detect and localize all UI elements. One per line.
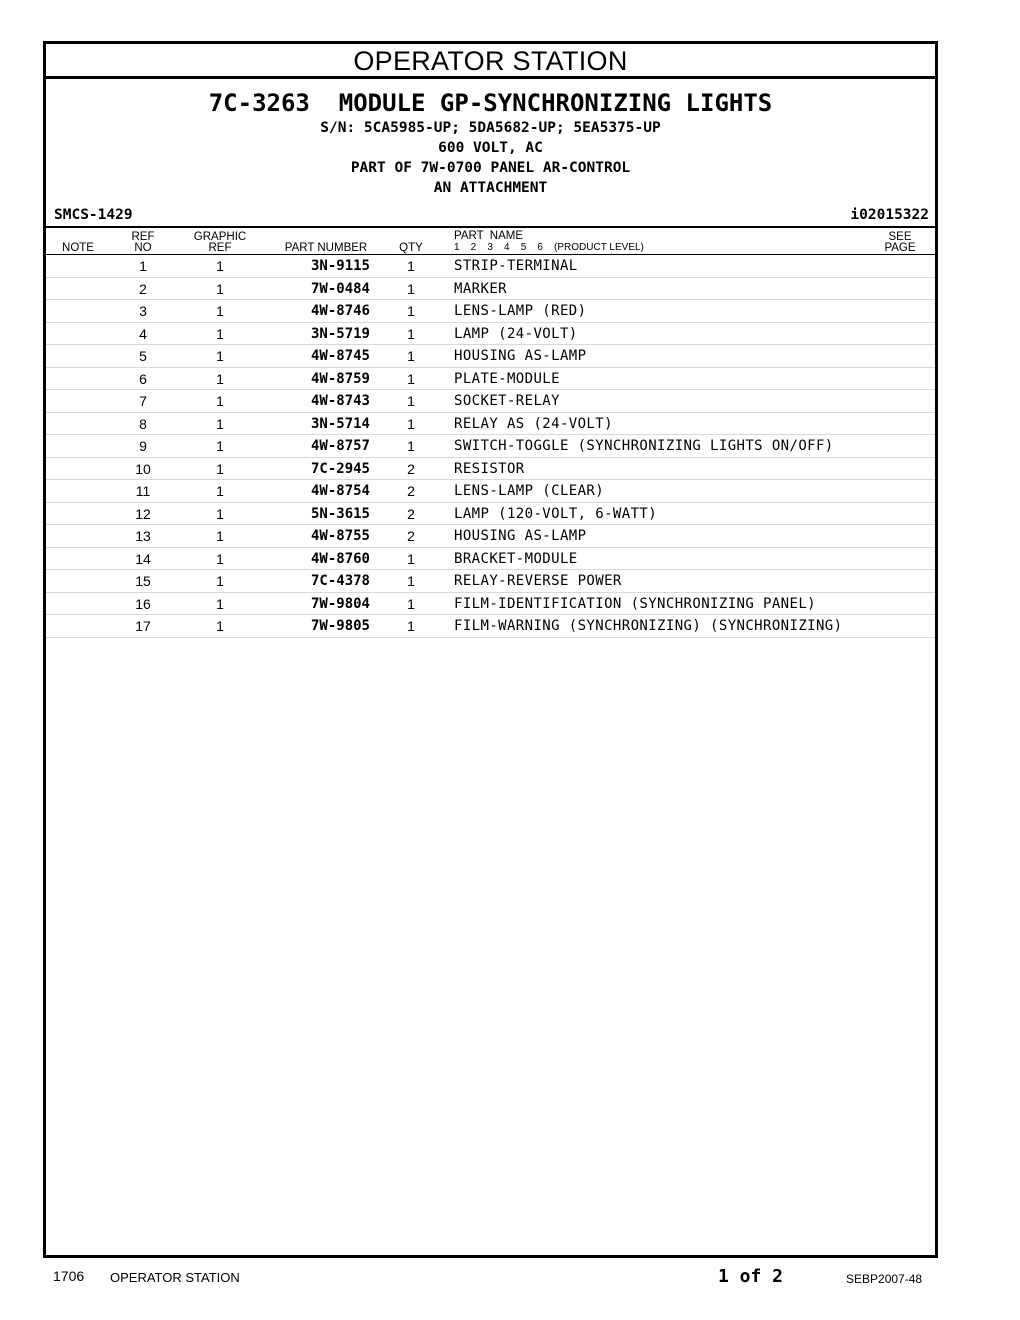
ref-no: 12 [135, 505, 151, 522]
smcs-code: SMCS-1429 [54, 207, 133, 223]
part-name: LENS-LAMP (CLEAR) [454, 483, 605, 499]
part-number: 7W-9805 [310, 618, 370, 634]
col-see-top: SEE [888, 231, 912, 243]
illustration-id: i02015322 [850, 207, 929, 223]
quantity: 1 [407, 258, 415, 274]
table-row [46, 480, 935, 503]
part-number: 7C-4378 [310, 573, 370, 589]
part-name: RELAY AS (24-VOLT) [454, 415, 613, 432]
table-row [46, 503, 935, 526]
part-name: BRACKET-MODULE [454, 550, 578, 567]
part-number: 4W-8746 [310, 303, 370, 319]
ref-no: 8 [139, 415, 147, 432]
part-number: 4W-8754 [310, 483, 370, 499]
graphic-ref: 1 [216, 370, 224, 387]
table-row [46, 435, 935, 458]
graphic-ref: 1 [216, 460, 224, 477]
col-product-levels: 1 2 3 4 5 6 (PRODUCT LEVEL) [454, 242, 644, 253]
col-see-bottom: PAGE [884, 242, 916, 254]
ref-no: 4 [139, 325, 147, 342]
part-number: 7C-2945 [310, 460, 370, 477]
graphic-ref: 1 [216, 550, 224, 567]
header-rule [46, 226, 935, 228]
part-number: 4W-8745 [310, 348, 370, 364]
footer-doc-id: SEBP2007-48 [846, 1272, 923, 1286]
graphic-ref: 1 [216, 325, 224, 342]
graphic-ref: 1 [216, 415, 224, 432]
module-title: 7C-3263 MODULE GP-SYNCHRONIZING LIGHTS [208, 89, 773, 117]
part-of-note: PART OF 7W-0700 PANEL AR-CONTROL [350, 160, 631, 176]
graphic-ref: 1 [216, 438, 224, 454]
ref-no: 15 [135, 573, 151, 589]
part-name: SOCKET-RELAY [454, 393, 560, 409]
ref-no: 16 [135, 595, 151, 612]
ref-no: 10 [135, 460, 151, 477]
col-ref-top: REF [131, 231, 155, 243]
part-number: 4W-8759 [310, 370, 370, 387]
graphic-ref: 1 [216, 393, 224, 409]
voltage-spec: 600 VOLT, AC [438, 140, 543, 156]
part-name: HOUSING AS-LAMP [454, 528, 587, 544]
quantity: 2 [407, 505, 415, 522]
section-title: OPERATOR STATION [46, 44, 935, 79]
part-number: 5N-3615 [310, 505, 370, 522]
quantity: 2 [407, 460, 415, 477]
part-name: LENS-LAMP (RED) [454, 303, 587, 319]
col-part-number: PART NUMBER [284, 242, 368, 254]
serial-numbers: S/N: 5CA5985-UP; 5DA5682-UP; 5EA5375-UP [320, 120, 661, 136]
ref-no: 9 [139, 438, 147, 454]
part-name: LAMP (120-VOLT, 6-WATT) [454, 505, 658, 522]
part-number: 4W-8743 [310, 393, 370, 409]
part-number: 7W-9804 [310, 595, 370, 612]
table-row [46, 458, 935, 481]
quantity: 1 [407, 550, 415, 567]
quantity: 2 [407, 528, 415, 544]
graphic-ref: 1 [216, 303, 224, 319]
graphic-ref: 1 [216, 528, 224, 544]
ref-no: 1 [139, 258, 147, 274]
part-number: 3N-9115 [310, 258, 370, 274]
quantity: 1 [407, 595, 415, 612]
graphic-ref: 1 [216, 573, 224, 589]
part-number: 4W-8760 [310, 550, 370, 567]
quantity: 1 [407, 303, 415, 319]
ref-no: 2 [139, 280, 147, 297]
part-number: 3N-5714 [310, 415, 370, 432]
col-ref-bottom: NO [134, 242, 152, 254]
ref-no: 11 [135, 483, 151, 499]
part-name: LAMP (24-VOLT) [454, 325, 578, 342]
part-name: RELAY-REVERSE POWER [454, 573, 622, 589]
quantity: 1 [407, 280, 415, 297]
graphic-ref: 1 [216, 505, 224, 522]
part-name: STRIP-TERMINAL [454, 258, 578, 274]
ref-no: 14 [135, 550, 151, 567]
footer-page-number: 1706 [53, 1268, 85, 1284]
table-row [46, 368, 935, 391]
part-name: PLATE-MODULE [454, 370, 560, 387]
quantity: 1 [407, 348, 415, 364]
part-name: FILM-IDENTIFICATION (SYNCHRONIZING PANEL) [454, 595, 816, 612]
part-name: RESISTOR [454, 460, 525, 477]
table-row [46, 390, 935, 413]
ref-no: 13 [135, 528, 151, 544]
footer-section: OPERATOR STATION [110, 1270, 240, 1285]
table-row [46, 278, 935, 301]
table-row [46, 255, 935, 278]
ref-no: 17 [135, 618, 151, 634]
part-number: 4W-8757 [310, 438, 370, 454]
part-number: 4W-8755 [310, 528, 370, 544]
part-name: SWITCH-TOGGLE (SYNCHRONIZING LIGHTS ON/OFF) [454, 438, 834, 454]
parts-page-frame [43, 41, 938, 1258]
quantity: 1 [407, 438, 415, 454]
ref-no: 3 [139, 303, 147, 319]
quantity: 1 [407, 325, 415, 342]
attachment-note: AN ATTACHMENT [433, 180, 548, 196]
parts-table [46, 255, 935, 638]
table-row [46, 525, 935, 548]
part-name: MARKER [454, 280, 507, 297]
ref-no: 7 [139, 393, 147, 409]
col-note: NOTE [62, 242, 94, 254]
quantity: 1 [407, 370, 415, 387]
table-row [46, 548, 935, 571]
quantity: 1 [407, 618, 415, 634]
part-name: FILM-WARNING (SYNCHRONIZING) (SYNCHRONIZING) [454, 618, 843, 634]
ref-no: 5 [139, 348, 147, 364]
col-part-name: PART NAME [454, 230, 524, 242]
col-graphic-top: GRAPHIC [193, 231, 247, 243]
graphic-ref: 1 [216, 595, 224, 612]
table-row [46, 615, 935, 638]
table-row [46, 593, 935, 616]
quantity: 1 [407, 415, 415, 432]
footer-page-of: 1 of 2 [718, 1266, 784, 1287]
ref-no: 6 [139, 370, 147, 387]
part-number: 3N-5719 [310, 325, 370, 342]
quantity: 1 [407, 393, 415, 409]
quantity: 2 [407, 483, 415, 499]
graphic-ref: 1 [216, 483, 224, 499]
table-row [46, 323, 935, 346]
part-name: HOUSING AS-LAMP [454, 348, 587, 364]
table-row [46, 413, 935, 436]
col-qty: QTY [399, 242, 423, 254]
table-row [46, 300, 935, 323]
graphic-ref: 1 [216, 618, 224, 634]
graphic-ref: 1 [216, 258, 224, 274]
table-row [46, 345, 935, 368]
part-number: 7W-0484 [310, 280, 370, 297]
table-row [46, 570, 935, 593]
col-graphic-bottom: REF [208, 242, 232, 254]
graphic-ref: 1 [216, 348, 224, 364]
quantity: 1 [407, 573, 415, 589]
graphic-ref: 1 [216, 280, 224, 297]
